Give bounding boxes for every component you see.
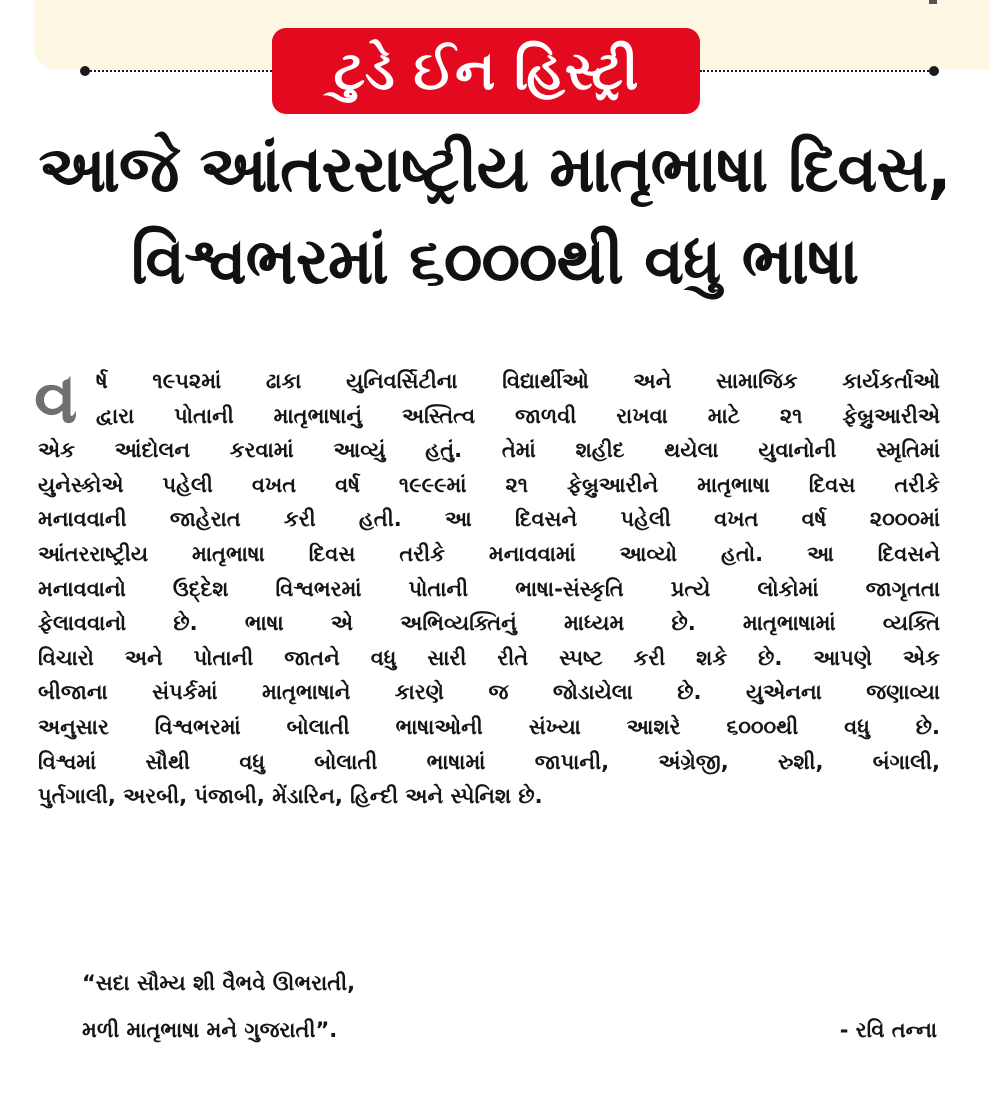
author-byline: - રવિ તન્ના	[839, 1018, 937, 1042]
page-corner-mark	[929, 0, 937, 4]
article-line: બીજાના સંપર્કમાં માતૃભાષાને કારણે જ જોડાયેલા છે. યુએનના જણાવ્યા	[38, 680, 940, 705]
dotted-rule-left	[86, 70, 272, 72]
article-line: વિચારો અને પોતાની જાતને વધુ સારી રીતે સ્પષ્ટ કરી શકે છે. આપણે એક	[38, 645, 940, 670]
rule-dot-left	[80, 66, 90, 76]
article-line: એક આંદોલન કરવામાં આવ્યું હતું. તેમાં શહીદ થયેલા યુવાનોની સ્મૃતિમાં	[38, 438, 940, 463]
drop-cap: વ	[34, 357, 78, 439]
article-line: અનુસાર વિશ્વભરમાં બોલાતી ભાષાઓની સંખ્યા આશરે ૬૦૦૦થી વધુ છે.	[38, 714, 940, 739]
rule-dot-right	[929, 66, 939, 76]
article-line: ફેલાવવાનો છે. ભાષા એ અભિવ્યક્તિનું માધ્યમ છે. માતૃભાષામાં વ્યક્તિ	[38, 611, 940, 636]
headline-line-1: આજે આંતરરાષ્ટ્રીય માતૃભાષા દિવસ,	[38, 133, 951, 207]
section-tag: ટુડે ઈન હિસ્ટ્રી	[272, 28, 700, 114]
article-body	[38, 364, 940, 814]
article-line: દ્વારા પોતાની માતૃભાષાનું અસ્તિત્વ જાળવી રાખવા માટે ૨૧ ફેબ્રુઆરીએ	[96, 403, 940, 428]
dotted-rule-right	[700, 70, 932, 72]
article-line: પુર્તગાલી, અરબી, પંજાબી, મેંડારિન, હિન્દી અને સ્પેનિશ છે.	[38, 784, 543, 809]
article-line: ર્ષ ૧૯૫૨માં ઢાકા યુનિવર્સિટીના વિદ્યાર્થીઓ અને સામાજિક કાર્યકર્તાઓ	[96, 369, 940, 393]
article-line: આંતરરાષ્ટ્રીય માતૃભાષા દિવસ તરીકે મનાવવામાં આવ્યો હતો. આ દિવસને	[38, 541, 940, 566]
headline-line-2: વિશ્વભરમાં ૬૦૦૦થી વધુ ભાષા	[130, 225, 859, 299]
quote-line-2: મળી માતૃભાષા મને ગુજરાતી”.	[82, 1018, 338, 1042]
quote-line-1: “સદા સૌમ્ય શી વૈભવે ઊભરાતી,	[82, 971, 356, 995]
article-line: યુનેસ્કોએ પહેલી વખત વર્ષ ૧૯૯૯માં ૨૧ ફેબ્રુઆરીને માતૃભાષા દિવસ તરીકે	[38, 472, 940, 497]
article-line: મનાવવાનો ઉદ્દેશ વિશ્વભરમાં પોતાની ભાષા-સંસ્કૃતિ પ્રત્યે લોકોમાં જાગૃતતા	[38, 576, 940, 601]
article-line: મનાવવાની જાહેરાત કરી હતી. આ દિવસને પહેલી વખત વર્ષ ૨૦૦૦માં	[38, 507, 940, 532]
article-line: વિશ્વમાં સૌથી વધુ બોલાતી ભાષામાં જાપાની, અંગ્રેજી, રુશી, બંગાલી,	[38, 749, 940, 774]
headline	[20, 124, 969, 308]
